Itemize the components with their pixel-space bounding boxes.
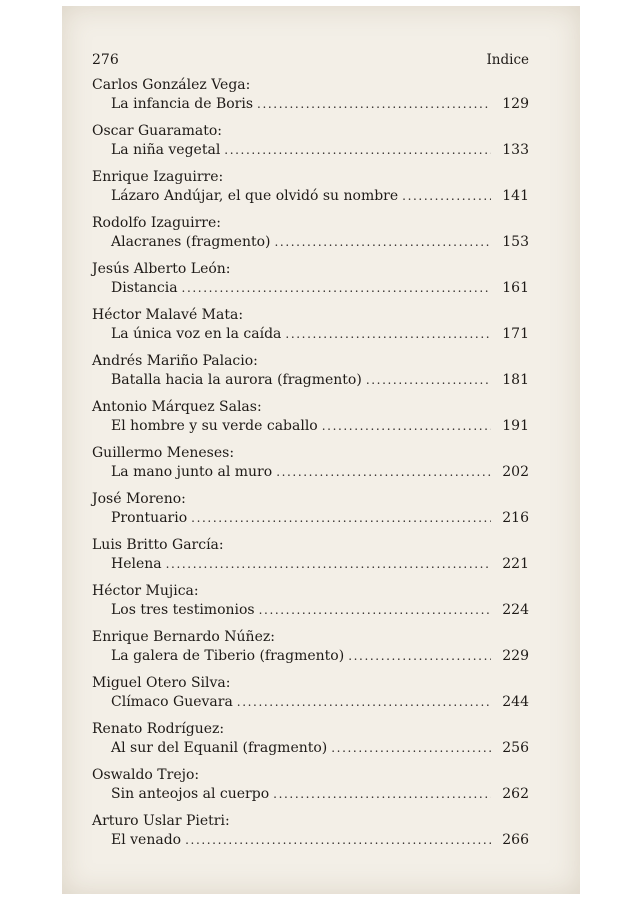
index-entry: [92, 490, 529, 528]
index-entry: [92, 766, 529, 804]
author-name: Héctor Malavé Mata:: [92, 307, 244, 323]
index-entry: [92, 628, 529, 666]
work-line: [92, 693, 529, 712]
index-entry: [92, 168, 529, 206]
dot-leader: [275, 233, 492, 252]
work-title: Prontuario: [111, 510, 188, 526]
work-title: Distancia: [111, 280, 178, 296]
index-entry: [92, 122, 529, 160]
page-ref: 202: [502, 464, 529, 480]
work-title: Clímaco Guevara: [111, 694, 233, 710]
dot-leader: [182, 279, 491, 298]
work-line: [92, 555, 529, 574]
page-ref: 133: [502, 142, 529, 158]
work-title: La mano junto al muro: [111, 464, 273, 480]
author-name: Guillermo Meneses:: [92, 445, 235, 461]
work-title: Lázaro Andújar, el que olvidó su nombre: [111, 188, 399, 204]
dot-leader: [322, 417, 491, 436]
work-title: El venado: [111, 832, 182, 848]
index-entry: [92, 444, 529, 482]
work-title: La infancia de Boris: [111, 96, 254, 112]
dot-leader: [257, 95, 491, 114]
index-entry: [92, 352, 529, 390]
page-ref: 256: [502, 740, 529, 756]
page-ref: 161: [502, 280, 529, 296]
index-entry: [92, 260, 529, 298]
index-list: [92, 76, 529, 850]
work-line: [92, 601, 529, 620]
dot-leader: [185, 831, 491, 850]
dot-leader: [348, 647, 491, 666]
page-ref: 141: [502, 188, 529, 204]
page-ref: 171: [502, 326, 529, 342]
page-ref: 262: [502, 786, 529, 802]
page-ref: 216: [502, 510, 529, 526]
work-line: [92, 463, 529, 482]
dot-leader: [237, 693, 491, 712]
page-ref: 244: [502, 694, 529, 710]
work-title: Alacranes (fragmento): [111, 234, 271, 250]
work-line: [92, 371, 529, 390]
index-entry: [92, 720, 529, 758]
work-title: Sin anteojos al cuerpo: [111, 786, 270, 802]
dot-leader: [276, 463, 491, 482]
work-line: [92, 647, 529, 666]
page-ref: 229: [502, 648, 529, 664]
work-line: [92, 785, 529, 804]
index-entry: [92, 76, 529, 114]
work-line: [92, 509, 529, 528]
author-name: José Moreno:: [92, 491, 186, 507]
index-entry: [92, 306, 529, 344]
dot-leader: [259, 601, 491, 620]
work-line: [92, 325, 529, 344]
index-entry: [92, 536, 529, 574]
page-ref: 221: [502, 556, 529, 572]
work-line: [92, 233, 529, 252]
page-ref: 266: [502, 832, 529, 848]
page-ref: 181: [502, 372, 529, 388]
dot-leader: [285, 325, 491, 344]
dot-leader: [166, 555, 491, 574]
work-title: Batalla hacia la aurora (fragmento): [111, 372, 362, 388]
author-name: Renato Rodríguez:: [92, 721, 225, 737]
author-name: Oscar Guaramato:: [92, 123, 222, 139]
page-ref: 191: [502, 418, 529, 434]
page-ref: 224: [502, 602, 529, 618]
work-line: [92, 831, 529, 850]
dot-leader: [366, 371, 491, 390]
author-name: Oswaldo Trejo:: [92, 767, 200, 783]
index-entry: [92, 674, 529, 712]
index-entry: [92, 398, 529, 436]
work-title: Los tres testimonios: [111, 602, 255, 618]
work-title: Helena: [111, 556, 162, 572]
author-name: Carlos González Vega:: [92, 77, 251, 93]
work-title: Al sur del Equanil (fragmento): [111, 740, 328, 756]
page-ref: 129: [502, 96, 529, 112]
index-entry: [92, 214, 529, 252]
work-line: [92, 187, 529, 206]
index-page: [92, 52, 529, 850]
dot-leader: [273, 785, 491, 804]
author-name: Rodolfo Izaguirre:: [92, 215, 221, 231]
author-name: Miguel Otero Silva:: [92, 675, 231, 691]
author-name: Enrique Bernardo Núñez:: [92, 629, 275, 645]
author-name: Enrique Izaguirre:: [92, 169, 224, 185]
work-line: [92, 95, 529, 114]
work-title: La única voz en la caída: [111, 326, 282, 342]
author-name: Jesús Alberto León:: [92, 261, 231, 277]
work-line: [92, 739, 529, 758]
author-name: Arturo Uslar Pietri:: [92, 813, 230, 829]
author-name: Héctor Mujica:: [92, 583, 199, 599]
dot-leader: [331, 739, 491, 758]
work-title: La niña vegetal: [111, 142, 221, 158]
dot-leader: [191, 509, 491, 528]
author-name: Luis Britto García:: [92, 537, 224, 553]
work-line: [92, 417, 529, 436]
dot-leader: [224, 141, 491, 160]
author-name: Andrés Mariño Palacio:: [92, 353, 258, 369]
work-line: [92, 279, 529, 298]
author-name: Antonio Márquez Salas:: [92, 399, 262, 415]
page-header: [92, 52, 529, 76]
running-title: Indice: [486, 52, 529, 68]
work-title: El hombre y su verde caballo: [111, 418, 318, 434]
page-ref: 153: [502, 234, 529, 250]
dot-leader: [402, 187, 491, 206]
work-line: [92, 141, 529, 160]
work-title: La galera de Tiberio (fragmento): [111, 648, 345, 664]
index-entry: [92, 812, 529, 850]
index-entry: [92, 582, 529, 620]
page-number: 276: [92, 52, 119, 68]
